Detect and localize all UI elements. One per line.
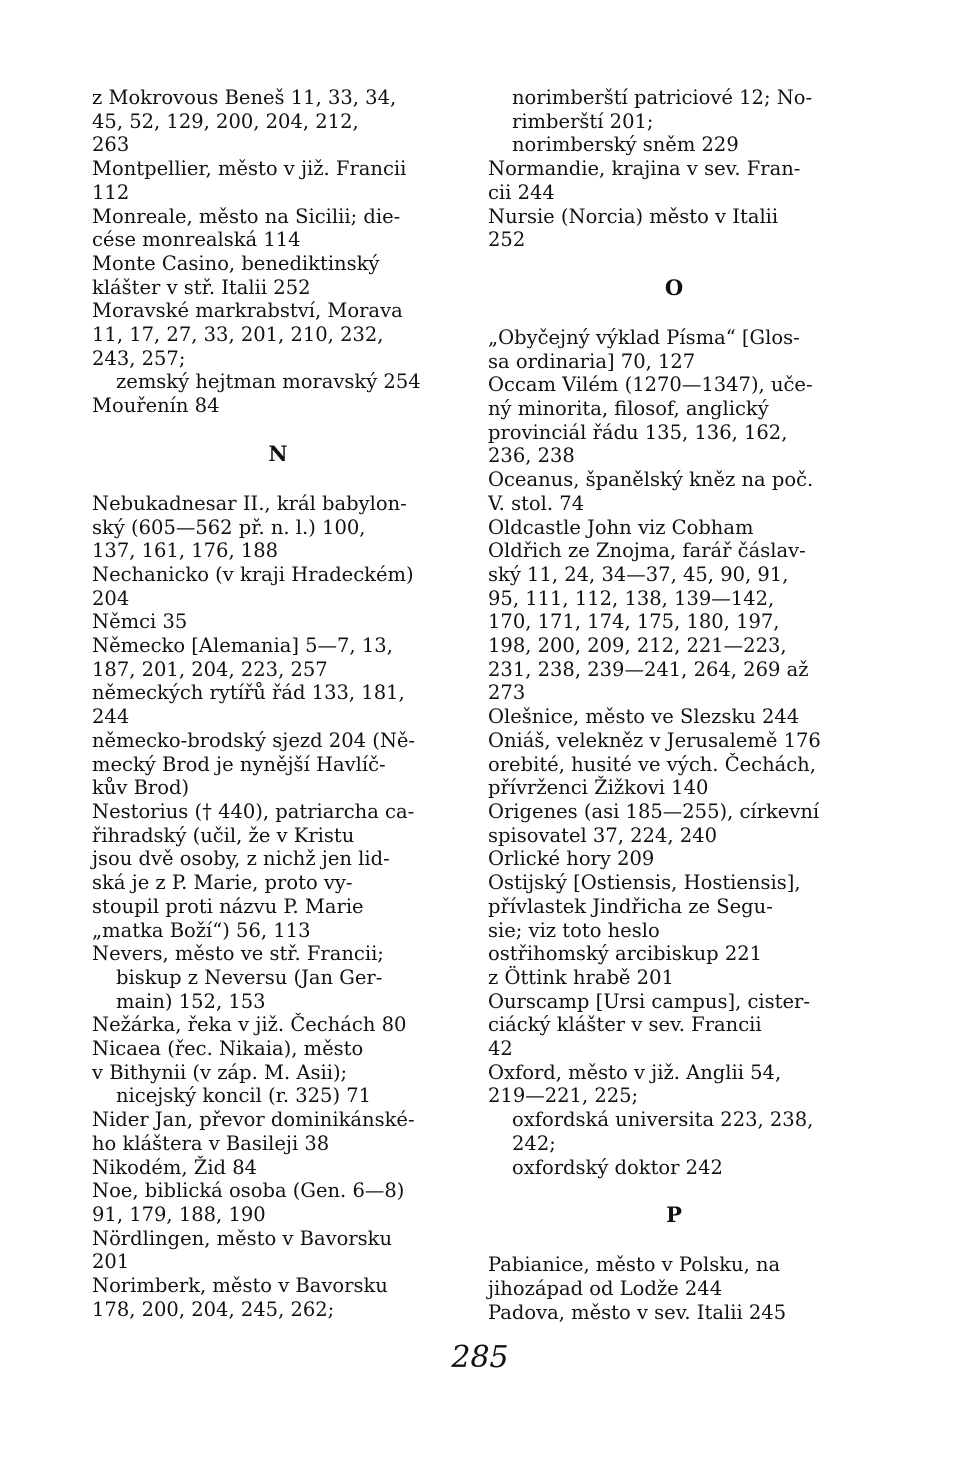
index-subentry	[488, 86, 860, 133]
index-entry-line: jihozápad od Lodže 244	[488, 1276, 723, 1300]
index-entry-line: Nider Jan, převor dominikánské-	[92, 1108, 415, 1132]
index-entry-line: Nežárka, řeka v již. Čechách 80	[92, 1013, 407, 1037]
index-entry	[92, 729, 464, 800]
index-entry-line: Nursie (Norcia) město v Italii	[488, 204, 779, 228]
index-entry	[488, 729, 860, 753]
index-entry-line: 42	[488, 1037, 513, 1061]
index-entry-line: nicejský koncil (r. 325) 71	[116, 1084, 372, 1108]
index-entry-line: Ourscamp [Ursi campus], cister-	[488, 989, 810, 1013]
index-entry-line: Normandie, krajina v sev. Fran-	[488, 157, 801, 181]
index-entry-line: Orlické hory 209	[488, 847, 655, 871]
index-entry-line: Němci 35	[92, 610, 188, 634]
index-entry	[92, 942, 464, 966]
index-subentry	[92, 370, 464, 394]
index-entry-line: Nördlingen, město v Bavorsku	[92, 1226, 393, 1250]
index-entry-line: 137, 161, 176, 188	[92, 539, 279, 563]
index-entry-line: Oldřich ze Znojma, farář čáslav-	[488, 539, 806, 563]
index-entry	[488, 942, 860, 966]
index-entry	[92, 1274, 464, 1321]
section-letter-heading: N	[268, 440, 288, 466]
index-entry-line: Olešnice, město ve Slezsku 244	[488, 705, 800, 729]
index-entry-line: Nebukadnesar II., král babylon-	[92, 491, 407, 515]
index-entry-line: 112	[92, 180, 130, 204]
index-entry-line: Nestorius († 440), patriarcha ca-	[92, 799, 415, 823]
index-entry-line: 95, 111, 112, 138, 139—142,	[488, 586, 775, 610]
index-entry	[488, 990, 860, 1061]
index-entry	[92, 1179, 464, 1226]
index-entry-line: řihradský (učil, že v Kristu	[92, 823, 355, 847]
index-entry-line: Occam Vilém (1270—1347), uče-	[488, 373, 813, 397]
index-entry-line: Nicaea (řec. Nikaia), město	[92, 1037, 364, 1061]
index-entry-line: rimberští 201;	[512, 109, 654, 133]
index-entry-line: Origenes (asi 185—255), církevní	[488, 799, 820, 823]
index-entry	[488, 966, 860, 990]
index-entry-line: 219—221, 225;	[488, 1084, 639, 1108]
index-entry-line: orebité, husité ve vých. Čechách,	[488, 752, 816, 776]
index-entry-line: stoupil proti názvu P. Marie	[92, 894, 364, 918]
index-entry-line: 244	[92, 705, 130, 729]
index-entry	[488, 1253, 860, 1300]
index-entry-line: 187, 201, 204, 223, 257	[92, 657, 328, 681]
index-subentry	[488, 1108, 860, 1155]
index-entry-line: „matka Boží“) 56, 113	[92, 918, 311, 942]
section-letter-heading: O	[664, 274, 684, 300]
index-entry-line: kův Brod)	[92, 776, 190, 800]
index-entry-line: zemský hejtman moravský 254	[116, 370, 421, 394]
index-entry-line: ho kláštera v Basileji 38	[92, 1131, 330, 1155]
index-entry	[488, 539, 860, 705]
index-entry	[488, 516, 860, 540]
index-entry-line: 231, 238, 239—241, 264, 269 až	[488, 657, 809, 681]
index-entry	[488, 847, 860, 871]
index-entry-line: ský (605—562 př. n. l.) 100,	[92, 515, 366, 539]
index-entry-line: Mouřenín 84	[92, 394, 220, 418]
index-entry-line: ný minorita, filosof, anglický	[488, 397, 769, 421]
index-entry-line: 273	[488, 681, 526, 705]
index-entry	[92, 634, 464, 681]
index-entry	[488, 157, 860, 204]
index-entry	[488, 753, 860, 800]
index-entry	[92, 1037, 464, 1084]
index-entry	[92, 157, 464, 204]
index-entry-line: Monreale, město na Sicilii; die-	[92, 204, 401, 228]
index-column-right	[488, 86, 860, 1324]
index-entry-line: Nikodém, Žid 84	[92, 1155, 258, 1179]
index-entry-line: 201	[92, 1250, 130, 1274]
index-entry	[488, 1301, 860, 1325]
index-entry-line: oxfordská universita 223, 238,	[512, 1108, 814, 1132]
index-entry	[92, 1108, 464, 1155]
index-entry	[92, 492, 464, 563]
index-entry-line: Noe, biblická osoba (Gen. 6—8)	[92, 1179, 405, 1203]
index-entry-line: V. stol. 74	[488, 491, 585, 515]
index-subentry	[488, 133, 860, 157]
index-entry	[92, 299, 464, 370]
index-entry-line: 204	[92, 586, 130, 610]
index-entry	[92, 252, 464, 299]
index-entry	[488, 373, 860, 468]
index-entry-line: ostřihomský arcibiskup 221	[488, 942, 763, 966]
index-entry-line: 91, 179, 188, 190	[92, 1202, 266, 1226]
index-entry-line: provinciál řádu 135, 136, 162,	[488, 420, 788, 444]
index-entry-line: Oldcastle John viz Cobham	[488, 515, 754, 539]
index-entry	[488, 800, 860, 847]
index-entry-line: cii 244	[488, 180, 555, 204]
index-entry-line: norimberští patriciové 12; No-	[512, 86, 813, 109]
index-entry-line: cése monrealská 114	[92, 228, 301, 252]
index-entry-line: biskup z Neversu (Jan Ger-	[116, 965, 383, 989]
index-entry	[92, 681, 464, 728]
index-entry-line: německých rytířů řád 133, 181,	[92, 681, 405, 705]
index-entry-line: spisovatel 37, 224, 240	[488, 823, 717, 847]
index-entry-line: z Öttink hrabě 201	[488, 965, 674, 989]
index-entry	[488, 1061, 860, 1108]
index-entry-line: Oceanus, španělský kněz na poč.	[488, 468, 814, 492]
index-entry	[92, 1013, 464, 1037]
index-subentry	[488, 1156, 860, 1180]
index-entry-line: 263	[92, 133, 130, 157]
index-entry-line: 236, 238	[488, 444, 575, 468]
index-entry-line: Oxford, město v již. Anglii 54,	[488, 1060, 782, 1084]
index-subentry	[92, 1084, 464, 1108]
index-entry	[488, 205, 860, 252]
index-entry-line: Oniáš, velekněz v Jerusalemě 176	[488, 728, 821, 752]
index-entry-line: oxfordský doktor 242	[512, 1155, 723, 1179]
index-entry-line: Německo [Alemania] 5—7, 13,	[92, 634, 393, 658]
index-entry-line: přívrženci Žižkovi 140	[488, 776, 709, 800]
index-entry-line: 243, 257;	[92, 346, 186, 370]
index-entry-line: Nechanicko (v kraji Hradeckém)	[92, 562, 414, 586]
index-entry	[488, 326, 860, 373]
index-entry	[92, 563, 464, 610]
index-entry	[92, 610, 464, 634]
index-entry	[488, 468, 860, 515]
index-entry-line: sie; viz toto heslo	[488, 918, 660, 942]
index-entry-line: Ostijský [Ostiensis, Hostiensis],	[488, 871, 801, 895]
index-entry	[92, 394, 464, 418]
page-number: 285	[451, 1340, 509, 1375]
index-entry-line: Padova, město v sev. Italii 245	[488, 1300, 787, 1324]
index-entry-line: 178, 200, 204, 245, 262;	[92, 1297, 335, 1321]
index-entry-line: mecký Brod je nynější Havlíč-	[92, 752, 386, 776]
index-entry-line: ciácký klášter v sev. Francii	[488, 1013, 762, 1037]
index-entry-line: Nevers, město ve stř. Francii;	[92, 942, 384, 966]
index-entry-line: ský 11, 24, 34—37, 45, 90, 91,	[488, 562, 789, 586]
index-entry-line: sa ordinaria] 70, 127	[488, 349, 696, 373]
index-entry	[488, 871, 860, 942]
index-entry	[92, 205, 464, 252]
section-letter-heading: P	[666, 1202, 682, 1228]
index-entry-line: „Obyčejný výklad Písma“ [Glos-	[488, 325, 800, 349]
index-entry-line: 242;	[512, 1131, 556, 1155]
index-entry-line: ská je z P. Marie, proto vy-	[92, 871, 353, 895]
index-entry-line: 170, 171, 174, 175, 180, 197,	[488, 610, 780, 634]
index-entry	[92, 1156, 464, 1180]
index-entry	[92, 86, 464, 157]
index-entry-line: 11, 17, 27, 33, 201, 210, 232,	[92, 323, 384, 347]
index-entry-line: 45, 52, 129, 200, 204, 212,	[92, 109, 359, 133]
index-entry-line: klášter v stř. Italii 252	[92, 275, 311, 299]
index-entry	[92, 1227, 464, 1274]
index-entry-line: 198, 200, 209, 212, 221—223,	[488, 634, 787, 658]
index-entry-line: v Bithynii (v záp. M. Asii);	[92, 1060, 348, 1084]
index-entry-line: 252	[488, 228, 526, 252]
index-entry-line: Montpellier, město v již. Francii	[92, 157, 407, 181]
index-entry-line: Norimberk, město v Bavorsku	[92, 1274, 388, 1298]
index-entry-line: main) 152, 153	[116, 989, 266, 1013]
index-entry-line: z Mokrovous Beneš 11, 33, 34,	[92, 86, 397, 109]
index-entry-line: Pabianice, město v Polsku, na	[488, 1253, 781, 1277]
index-column-left	[92, 86, 464, 1321]
index-entry	[92, 800, 464, 942]
index-entry-line: Moravské markrabství, Morava	[92, 299, 403, 323]
index-entry-line: norimberský sněm 229	[512, 133, 739, 157]
index-entry-line: Monte Casino, benediktinský	[92, 251, 380, 275]
index-entry-line: německo-brodský sjezd 204 (Ně-	[92, 728, 416, 752]
index-entry-line: jsou dvě osoby, z nichž jen lid-	[92, 847, 390, 871]
index-subentry	[92, 966, 464, 1013]
index-entry	[488, 705, 860, 729]
index-entry-line: přívlastek Jindřicha ze Segu-	[488, 894, 773, 918]
